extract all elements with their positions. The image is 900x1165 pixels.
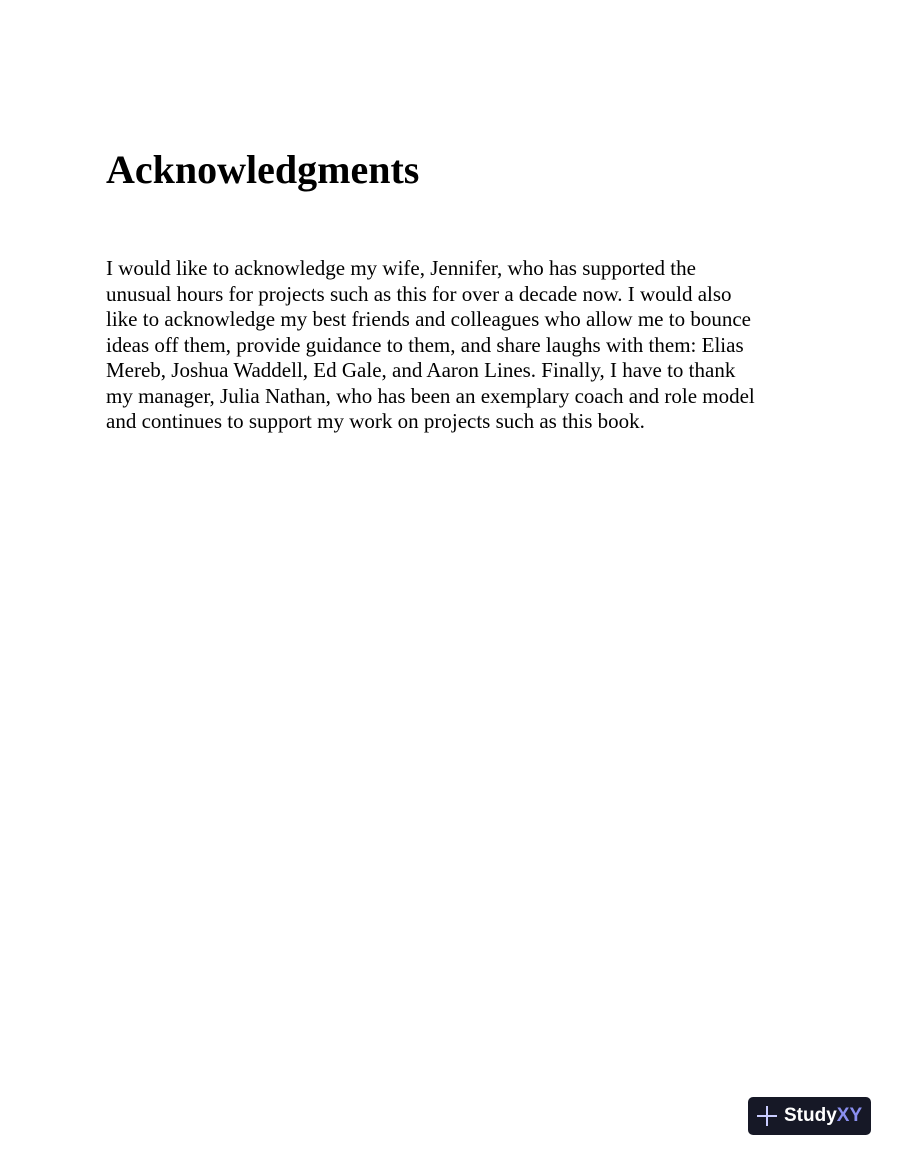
watermark-brand-accent: XY — [836, 1105, 863, 1126]
paragraph-line: my manager, Julia Nathan, who has been an exemplary coach and role model — [106, 383, 755, 408]
paragraph-line: ideas off them, provide guidance to them, and share laughs with them: Elias — [106, 332, 744, 357]
paragraph-line: and continues to support my work on projects such as this book. — [106, 409, 645, 433]
paragraph-line: unusual hours for projects such as this for over a decade now. I would also — [106, 281, 732, 306]
paragraph-line: like to acknowledge my best friends and colleagues who allow me to bounce — [106, 307, 751, 331]
paragraph-line: I would like to acknowledge my wife, Jennifer, who has supported the — [106, 256, 696, 280]
page-title: Acknowledgments — [106, 147, 420, 192]
studyxy-watermark-badge — [748, 1097, 871, 1135]
acknowledgment-paragraph — [106, 256, 806, 435]
paragraph-line: Mereb, Joshua Waddell, Ed Gale, and Aaron Lines. Finally, I have to thank — [106, 358, 736, 382]
watermark-brand-primary: Study — [784, 1105, 837, 1126]
plus-icon — [756, 1105, 778, 1127]
watermark-brand — [784, 1097, 862, 1135]
